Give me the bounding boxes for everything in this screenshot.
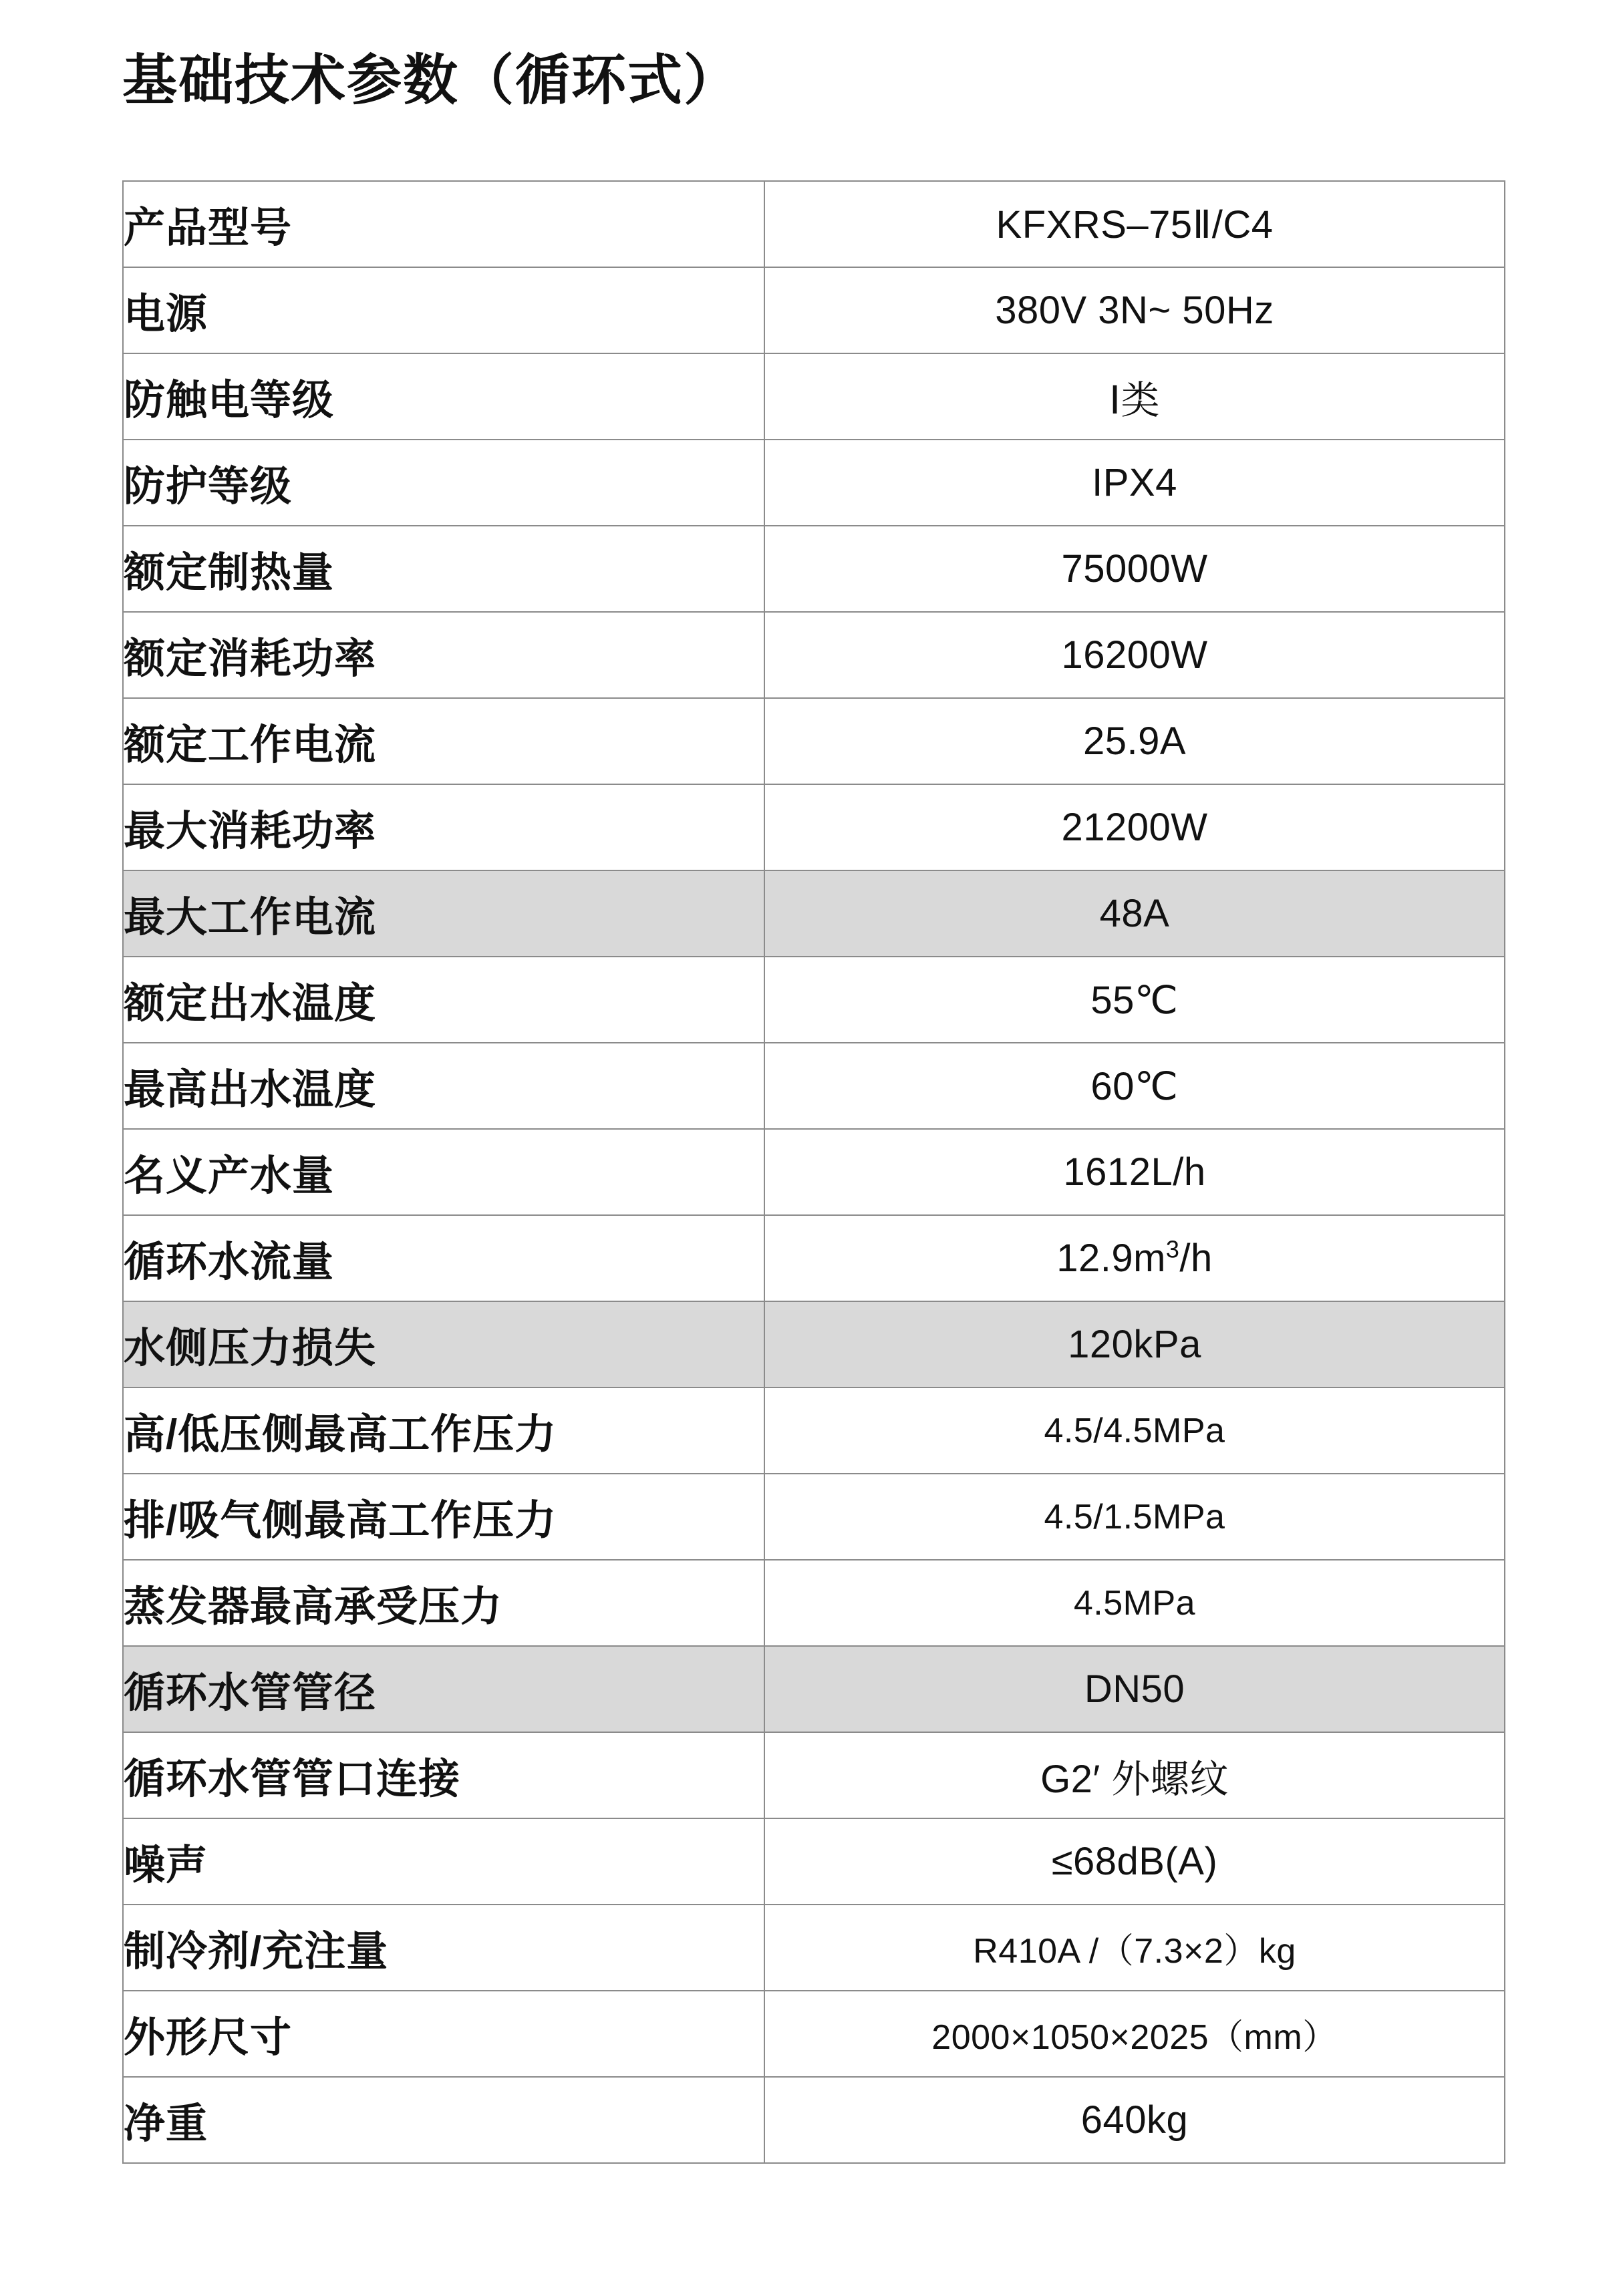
table-row [123, 1560, 1505, 1646]
spec-label: 蒸发器最高承受压力 [123, 1560, 764, 1646]
spec-label: 循环水管管口连接 [123, 1732, 764, 1818]
spec-label: 电源 [123, 267, 764, 353]
table-row [123, 870, 1505, 957]
spec-value: 1612L/h [764, 1129, 1505, 1215]
spec-value: G2′ 外螺纹 [764, 1732, 1505, 1818]
spec-label: 防护等级 [123, 440, 764, 526]
spec-value: 25.9A [764, 698, 1505, 784]
table-row [123, 181, 1505, 267]
table-row [123, 1474, 1505, 1560]
spec-value: 75000W [764, 526, 1505, 612]
spec-label: 额定工作电流 [123, 698, 764, 784]
page-title: 基础技术参数（循环式） [122, 50, 740, 111]
table-row [123, 698, 1505, 784]
spec-value: $12.9m^3/h$ [764, 1215, 1505, 1301]
spec-value: 4.5MPa [764, 1560, 1505, 1646]
spec-label: 最大消耗功率 [123, 784, 764, 870]
spec-value: 4.5/4.5MPa [764, 1387, 1505, 1474]
spec-value: ≤68dB(A) [764, 1818, 1505, 1905]
spec-label: 外形尺寸 [123, 1991, 764, 2077]
table-row [123, 1646, 1505, 1732]
table-row [123, 1991, 1505, 2077]
spec-label: 额定制热量 [123, 526, 764, 612]
spec-label: 循环水流量 [123, 1215, 764, 1301]
table-row [123, 1301, 1505, 1387]
table-row [123, 1818, 1505, 1905]
spec-value: DN50 [764, 1646, 1505, 1732]
spec-label: 水侧压力损失 [123, 1301, 764, 1387]
spec-label: 额定消耗功率 [123, 612, 764, 698]
table-row [123, 612, 1505, 698]
spec-value: 55℃ [764, 957, 1505, 1043]
spec-value: 2000×1050×2025（mm） [764, 1991, 1505, 2077]
spec-label: 防触电等级 [123, 353, 764, 440]
spec-label: 产品型号 [123, 181, 764, 267]
spec-value: KFXRS–75Ⅱ/C4 [764, 181, 1505, 267]
spec-label: 噪声 [123, 1818, 764, 1905]
spec-value: Ⅰ类 [764, 353, 1505, 440]
spec-value: 120kPa [764, 1301, 1505, 1387]
spec-label: 净重 [123, 2077, 764, 2163]
spec-value: 640kg [764, 2077, 1505, 2163]
spec-value: 48A [764, 870, 1505, 957]
spec-value: 16200W [764, 612, 1505, 698]
spec-label: 最大工作电流 [123, 870, 764, 957]
spec-value: IPX4 [764, 440, 1505, 526]
table-row [123, 440, 1505, 526]
table-row [123, 2077, 1505, 2163]
spec-value: 4.5/1.5MPa [764, 1474, 1505, 1560]
table-row [123, 957, 1505, 1043]
table-row [123, 526, 1505, 612]
spec-label: 额定出水温度 [123, 957, 764, 1043]
table-row [123, 1732, 1505, 1818]
table-row [123, 1129, 1505, 1215]
specifications-table [122, 180, 1505, 2164]
spec-value: 21200W [764, 784, 1505, 870]
spec-value: 380V 3N~ 50Hz [764, 267, 1505, 353]
table-row [123, 1387, 1505, 1474]
spec-value: R410A /（7.3×2）kg [764, 1905, 1505, 1991]
spec-label: 最高出水温度 [123, 1043, 764, 1129]
table-row [123, 1905, 1505, 1991]
spec-label: 名义产水量 [123, 1129, 764, 1215]
table-row [123, 267, 1505, 353]
table-row [123, 784, 1505, 870]
spec-label: 制冷剂/充注量 [123, 1905, 764, 1991]
spec-label: 高/低压侧最高工作压力 [123, 1387, 764, 1474]
table-row [123, 1215, 1505, 1301]
table-row [123, 1043, 1505, 1129]
spec-label: 排/吸气侧最高工作压力 [123, 1474, 764, 1560]
spec-value: 60℃ [764, 1043, 1505, 1129]
table-row [123, 353, 1505, 440]
spec-label: 循环水管管径 [123, 1646, 764, 1732]
